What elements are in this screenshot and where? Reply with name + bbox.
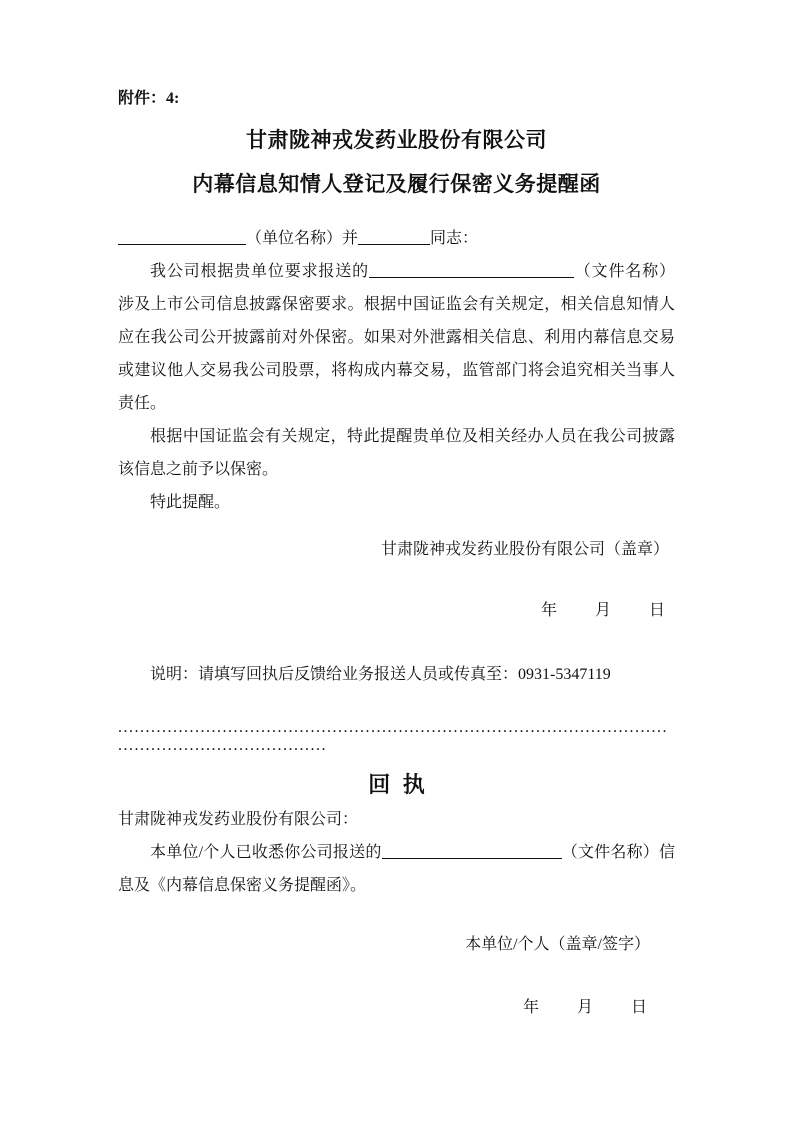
receipt-addressee: 甘肃陇神戎发药业股份有限公司： (118, 811, 359, 828)
company-signature-line: 甘肃陇神戎发药业股份有限公司（盖章） (380, 541, 669, 558)
dotted-divider-line1: .................................................................................................... (118, 719, 668, 736)
letter-title: 甘肃陇神戎发药业股份有限公司 (246, 128, 547, 152)
document-name-label: （文件名称） (573, 263, 675, 280)
unit-name-blank (118, 229, 246, 245)
paragraph1-lead: 我公司根据贵单位要求报送的 (150, 263, 369, 280)
receipt-signature-line: 本单位/个人（盖章/签字） (465, 936, 650, 953)
unit-name-label: （单位名称）并 (246, 230, 359, 247)
dotted-divider-line2: ...................................... (118, 737, 327, 754)
receipt-body-rest: 信息及《内幕信息保密义务提醒函》。 (118, 844, 675, 894)
signature-date-line: 年 月 日 (540, 602, 667, 619)
letter-paragraph-2: 根据中国证监会有关规定，特此提醒贵单位及相关经办人员在我公司披露该信息之前予以保密。 (118, 428, 675, 478)
receipt-document-name-blank (382, 843, 562, 859)
comrade-label: 同志： (430, 230, 479, 247)
receipt-document-name-label: （文件名称） (561, 844, 659, 861)
receipt-date-line: 年 月 日 (522, 999, 649, 1016)
paragraph1-body: 涉及上市公司信息披露保密要求。根据中国证监会有关规定，相关信息知情人应在我公司公开披露前对外保密。如果对外泄露相关信息、利用内幕信息交易或建议他人交易我公司股票，将构成内幕交易，监管部门将会追究相关当事人责任。 (118, 296, 675, 412)
person-name-blank (358, 229, 430, 245)
letter-paragraph-1 (118, 255, 675, 420)
receipt-body-lead: 本单位/个人已收悉你公司报送的 (150, 844, 382, 861)
receipt-paragraph (118, 836, 675, 902)
receipt-title: 回 执 (368, 772, 425, 797)
attachment-label: 附件：4: (118, 90, 180, 107)
letter-paragraph-3: 特此提醒。 (150, 494, 231, 511)
document-name-blank (369, 262, 574, 278)
note-line: 说明：请填写回执后反馈给业务报送人员或传真至：0931-5347119 (150, 666, 611, 683)
salutation-line (118, 222, 675, 255)
letter-subtitle: 内幕信息知情人登记及履行保密义务提醒函 (192, 172, 601, 196)
